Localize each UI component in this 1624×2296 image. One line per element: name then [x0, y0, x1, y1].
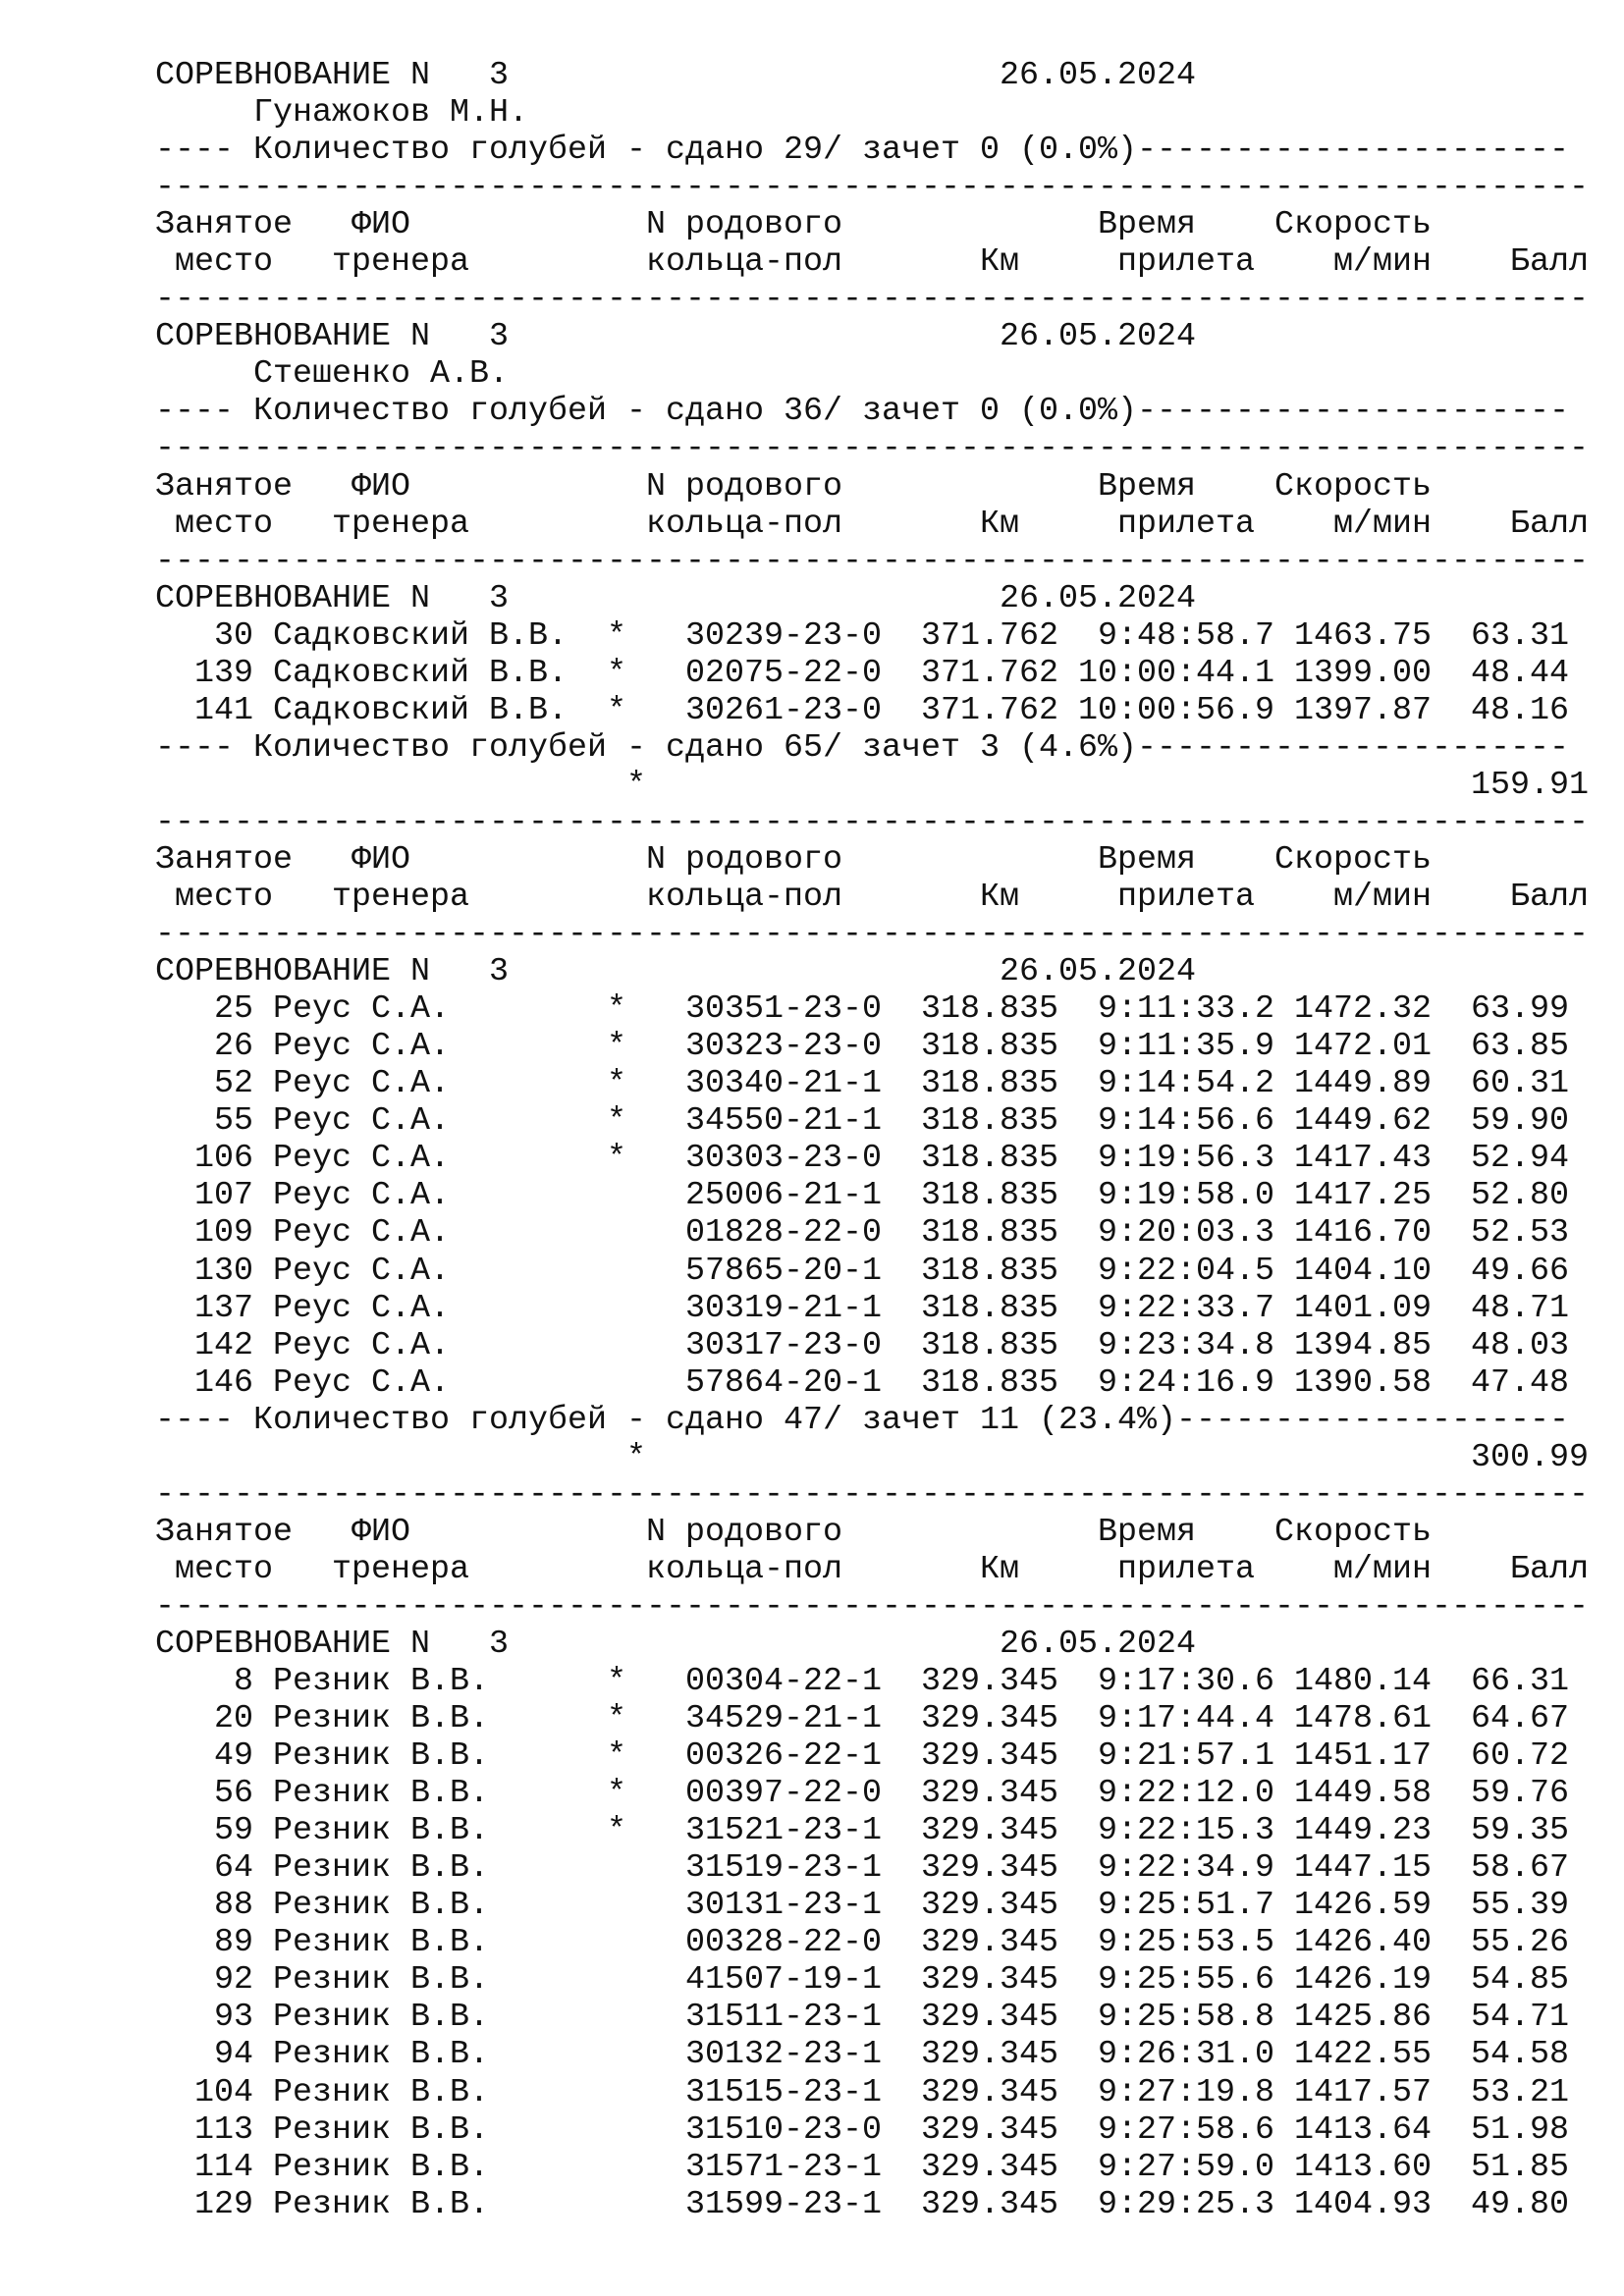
result-row: 130 Реус С.А. 57865-20-1 318.835 9:22:04.5 1404.10 49.66 [155, 1252, 1570, 1290]
result-row: 129 Резник В.В. 31599-23-1 329.345 9:29:25.3 1404.93 49.80 [155, 2185, 1570, 2223]
summary-line: ---- Количество голубей - сдано 36/ зачет 0 (0.0%)---------------------- [155, 393, 1570, 431]
summary-line: ---- Количество голубей - сдано 29/ зачет 0 (0.0%)---------------------- [155, 132, 1570, 170]
result-row: 20 Резник В.В. * 34529-21-1 329.345 9:17:44.4 1478.61 64.67 [155, 1700, 1570, 1738]
summary-line: ---- Количество голубей - сдано 65/ зачет 3 (4.6%)---------------------- [155, 728, 1570, 767]
result-row: 114 Резник В.В. 31571-23-1 329.345 9:27:59.0 1413.60 51.85 [155, 2148, 1570, 2186]
result-row: 25 Реус С.А. * 30351-23-0 318.835 9:11:33.2 1472.32 63.99 [155, 990, 1570, 1029]
divider: ------------------------------------------------------------------------- [155, 169, 1590, 207]
competition-header: СОРЕВНОВАНИЕ N 3 26.05.2024 [155, 318, 1197, 356]
result-row: 109 Реус С.А. 01828-22-0 318.835 9:20:03.3 1416.70 52.53 [155, 1214, 1570, 1253]
result-row: 26 Реус С.А. * 30323-23-0 318.835 9:11:35.9 1472.01 63.85 [155, 1028, 1570, 1066]
result-row: 107 Реус С.А. 25006-21-1 318.835 9:19:58.0 1417.25 52.80 [155, 1177, 1570, 1215]
results-printout [155, 57, 1589, 2223]
result-row: 139 Садковский В.В. * 02075-22-0 371.762 10:00:44.1 1399.00 48.44 [155, 654, 1570, 692]
divider: ------------------------------------------------------------------------- [155, 542, 1590, 580]
result-row: 52 Реус С.А. * 30340-21-1 318.835 9:14:54.2 1449.89 60.31 [155, 1065, 1570, 1103]
result-row: 104 Резник В.В. 31515-23-1 329.345 9:27:19.8 1417.57 53.21 [155, 2073, 1570, 2111]
divider: ------------------------------------------------------------------------- [155, 1475, 1590, 1514]
total-points-line: * 159.91 [155, 766, 1590, 804]
column-header: Занятое ФИО N родового Время Скорость [155, 467, 1433, 506]
column-header: место тренера кольца-пол Км прилета м/мин Балл [155, 879, 1590, 917]
result-row: 93 Резник В.В. 31511-23-1 329.345 9:25:58.8 1425.86 54.71 [155, 1999, 1570, 2037]
result-row: 146 Реус С.А. 57864-20-1 318.835 9:24:16.9 1390.58 47.48 [155, 1363, 1570, 1402]
competition-header: СОРЕВНОВАНИЕ N 3 26.05.2024 [155, 579, 1197, 617]
result-row: 8 Резник В.В. * 00304-22-1 329.345 9:17:30.6 1480.14 66.31 [155, 1663, 1570, 1701]
divider: ------------------------------------------------------------------------- [155, 803, 1590, 841]
competition-header: СОРЕВНОВАНИЕ N 3 26.05.2024 [155, 1625, 1197, 1663]
result-row: 106 Реус С.А. * 30303-23-0 318.835 9:19:56.3 1417.43 52.94 [155, 1140, 1570, 1178]
result-row: 92 Резник В.В. 41507-19-1 329.345 9:25:55.6 1426.19 54.85 [155, 1961, 1570, 2000]
column-header: место тренера кольца-пол Км прилета м/мин Балл [155, 505, 1590, 543]
fancier-name: Стешенко А.В. [155, 355, 510, 394]
column-header: Занятое ФИО N родового Время Скорость [155, 1513, 1433, 1551]
competition-header: СОРЕВНОВАНИЕ N 3 26.05.2024 [155, 953, 1197, 991]
result-row: 59 Резник В.В. * 31521-23-1 329.345 9:22:15.3 1449.23 59.35 [155, 1812, 1570, 1850]
result-row: 142 Реус С.А. 30317-23-0 318.835 9:23:34.8 1394.85 48.03 [155, 1326, 1570, 1364]
result-row: 88 Резник В.В. 30131-23-1 329.345 9:25:51.7 1426.59 55.39 [155, 1887, 1570, 1925]
divider: ------------------------------------------------------------------------- [155, 430, 1590, 468]
fancier-name: Гунажоков М.Н. [155, 94, 529, 133]
result-row: 89 Резник В.В. 00328-22-0 329.345 9:25:53.5 1426.40 55.26 [155, 1924, 1570, 1962]
column-header: место тренера кольца-пол Км прилета м/мин Балл [155, 243, 1590, 282]
divider: ------------------------------------------------------------------------- [155, 916, 1590, 954]
result-row: 94 Резник В.В. 30132-23-1 329.345 9:26:31.0 1422.55 54.58 [155, 2036, 1570, 2074]
column-header: место тренера кольца-пол Км прилета м/мин Балл [155, 1550, 1590, 1588]
result-row: 113 Резник В.В. 31510-23-0 329.345 9:27:58.6 1413.64 51.98 [155, 2110, 1570, 2149]
divider: ------------------------------------------------------------------------- [155, 281, 1590, 319]
result-row: 56 Резник В.В. * 00397-22-0 329.345 9:22:12.0 1449.58 59.76 [155, 1775, 1570, 1813]
result-row: 137 Реус С.А. 30319-21-1 318.835 9:22:33.7 1401.09 48.71 [155, 1289, 1570, 1327]
summary-line: ---- Количество голубей - сдано 47/ зачет 11 (23.4%)-------------------- [155, 1401, 1570, 1439]
column-header: Занятое ФИО N родового Время Скорость [155, 206, 1433, 244]
result-row: 30 Садковский В.В. * 30239-23-0 371.762 9:48:58.7 1463.75 63.31 [155, 616, 1570, 655]
result-row: 141 Садковский В.В. * 30261-23-0 371.762 10:00:56.9 1397.87 48.16 [155, 691, 1570, 729]
result-row: 55 Реус С.А. * 34550-21-1 318.835 9:14:56.6 1449.62 59.90 [155, 1102, 1570, 1141]
result-row: 49 Резник В.В. * 00326-22-1 329.345 9:21:57.1 1451.17 60.72 [155, 1737, 1570, 1776]
competition-header: СОРЕВНОВАНИЕ N 3 26.05.2024 [155, 57, 1197, 94]
result-row: 64 Резник В.В. 31519-23-1 329.345 9:22:34.9 1447.15 58.67 [155, 1849, 1570, 1888]
divider: ------------------------------------------------------------------------- [155, 1587, 1590, 1626]
total-points-line: * 300.99 [155, 1438, 1590, 1476]
column-header: Занятое ФИО N родового Время Скорость [155, 840, 1433, 879]
